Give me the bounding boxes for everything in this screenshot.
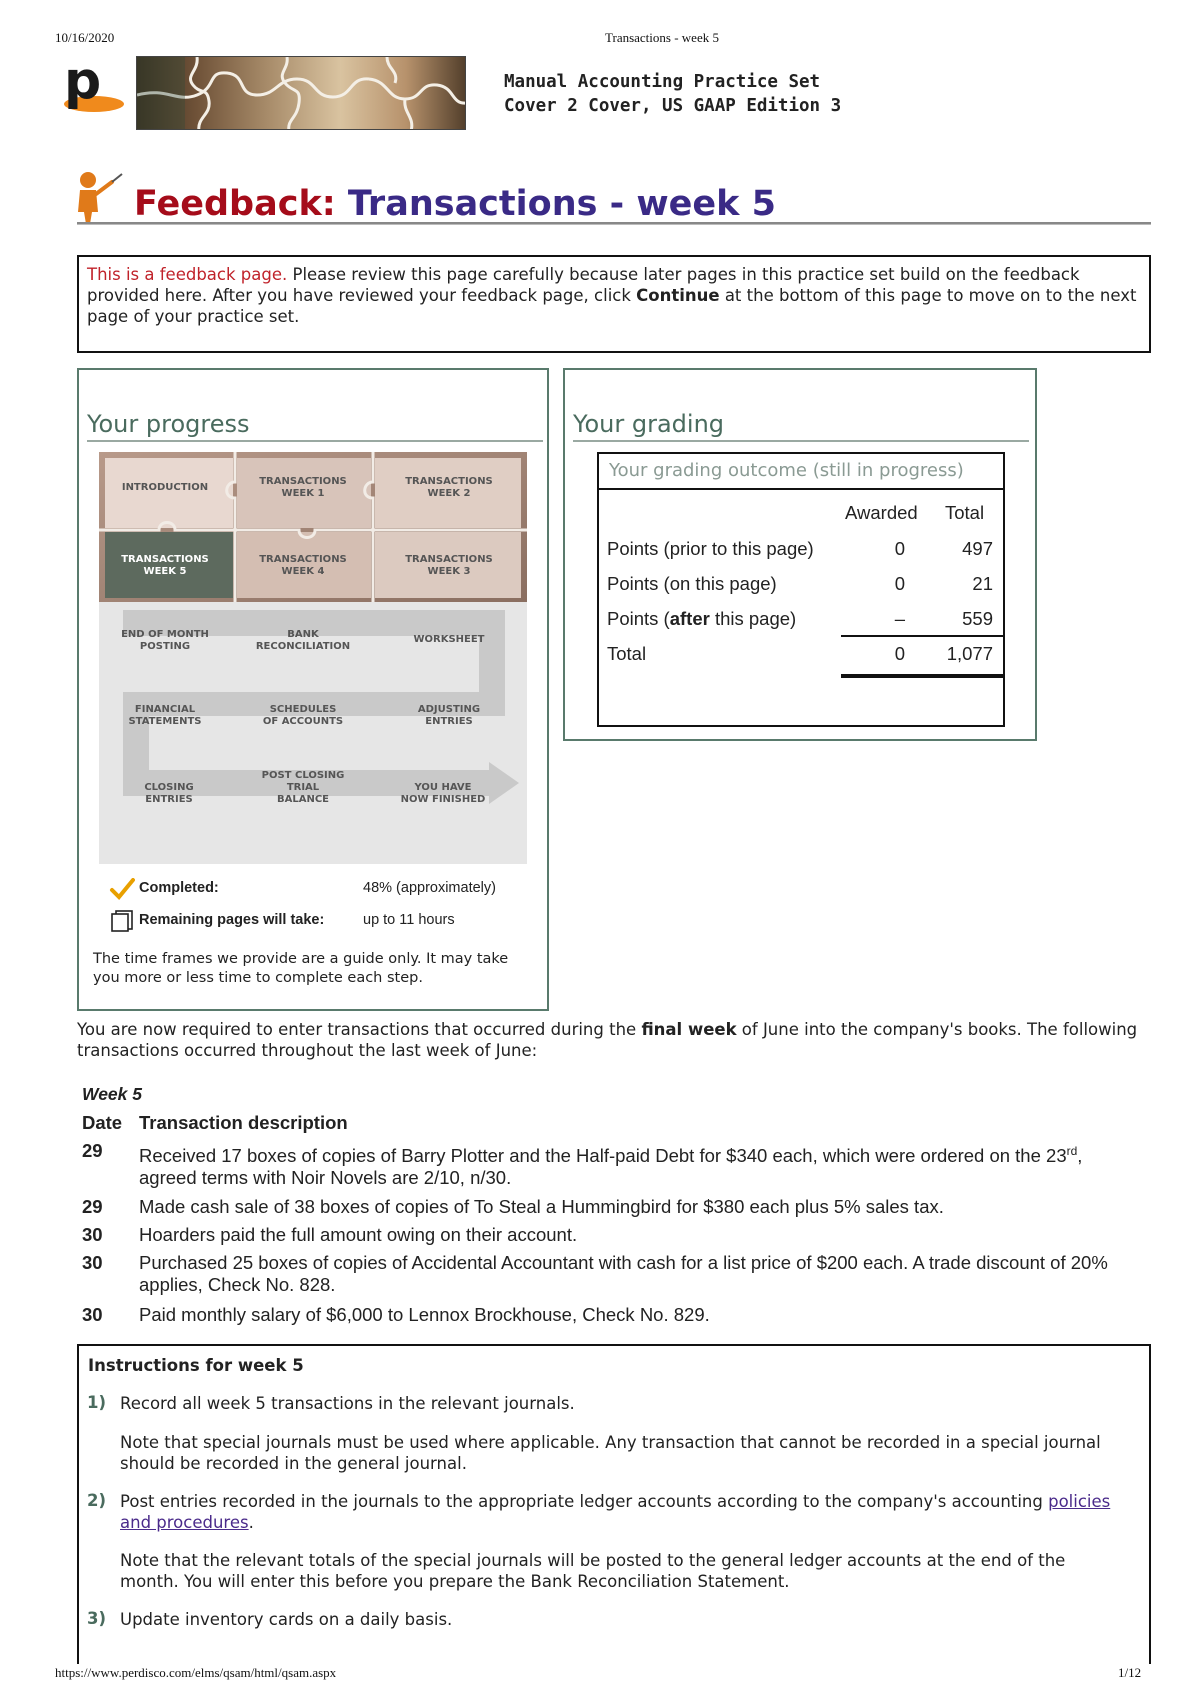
map-w3a: TRANSACTIONS [405,554,493,565]
map-w4b: WEEK 4 [281,566,325,577]
transaction-date: 30 [82,1304,103,1325]
step-note: Note that the relevant totals of the special journals will be posted to the general ledger accounts at the end of the month. You will enter this before you prepare the Bank Reconciliation Statement. [120,1551,1066,1591]
product-line2: Cover 2 Cover, US GAAP Edition 3 [504,96,842,116]
step-note: Note that special journals must be used where applicable. Any transaction that cannot be recorded in a special journal should be recorded in the general journal. [120,1433,1101,1473]
progress-note: The time frames we provide are a guide only. It may take you more or less time to complete each step. [93,951,509,986]
completed-label: Completed: [139,880,219,896]
step-text: Record all week 5 transactions in the relevant journals. [120,1394,575,1413]
transaction-date: 30 [82,1224,103,1245]
total-double-rule [841,674,1003,678]
title-divider [77,222,1151,225]
map-w4a: TRANSACTIONS [259,554,347,565]
map-fin-a: YOU HAVE [414,782,472,793]
map-fin1: FINANCIAL [134,704,196,715]
remaining-label: Remaining pages will take: [139,912,325,928]
map-w2a: TRANSACTIONS [405,476,493,487]
map-worksheet: WORKSHEET [413,634,485,645]
presenter-figure-icon [72,168,124,224]
map-clo2: ENTRIES [145,794,193,805]
map-w1a: TRANSACTIONS [259,476,347,487]
intro-paragraph: You are now required to enter transactions that occurred during the final week of June into the company's books. The following transactions occurred throughout the last week of June: [77,1020,1138,1060]
map-pct2: TRIAL [286,782,320,793]
grade-total-awarded: 0 [894,643,905,664]
feedback-notice [77,255,1151,353]
title-prefix: Feedback: [134,184,336,224]
instructions-box [77,1344,1151,1664]
transaction-date: 30 [82,1252,103,1273]
notice-text2: at the bottom of this page to move on to the next page of your practice set. [87,286,1137,326]
transaction-desc: Made cash sale of 38 boxes of copies of To Steal a Hummingbird for $380 each plus 5% sales tax. [139,1196,944,1217]
subtotal-rule [841,635,1003,637]
map-adj1: ADJUSTING [417,704,481,715]
map-eom1: END OF MONTH [121,629,209,640]
print-doc-title: Transactions - week 5 [605,30,719,45]
step-number: 2) [87,1491,107,1510]
print-date: 10/16/2020 [55,30,115,45]
transaction-desc: Hoarders paid the full amount owing on their account. [139,1224,578,1245]
checkmark-icon [109,878,135,900]
map-w5a: TRANSACTIONS [121,554,209,565]
product-name [504,70,841,118]
col-desc-header: Transaction description [139,1112,348,1133]
product-line1: Manual Accounting Practice Set [504,72,821,92]
print-page-number: 1/12 [1118,1665,1142,1680]
perdisco-logo [60,54,124,118]
map-w1b: WEEK 1 [281,488,325,499]
pages-icon [109,910,135,932]
completed-row [109,878,529,900]
map-pct1: POST CLOSING [261,770,345,781]
progress-map [99,452,527,864]
grade-row-awarded: – [894,608,905,629]
map-clo1: CLOSING [144,782,194,793]
grading-heading: Your grading [573,410,1029,442]
grade-row-awarded: 0 [894,573,905,594]
step-number: 1) [87,1393,107,1412]
logo-letter: p [64,54,102,111]
remaining-row [109,910,529,932]
transaction-date: 29 [82,1140,103,1161]
map-w5b: WEEK 5 [143,566,187,577]
grade-total-total: 1,077 [946,643,993,664]
grade-row-label: Points (after this page) [607,608,797,629]
map-w3b: WEEK 3 [427,566,471,577]
notice-continue: Continue [636,286,720,305]
map-introduction: INTRODUCTION [121,482,209,493]
title-main: Transactions - week 5 [347,184,776,224]
remaining-value: up to 11 hours [363,912,455,928]
transaction-desc: Paid monthly salary of $6,000 to Lennox Brockhouse, Check No. 829. [139,1304,710,1325]
map-fin-b: NOW FINISHED [400,794,486,805]
instructions-title: Instructions for week 5 [88,1356,304,1375]
week-label: Week 5 [82,1084,142,1104]
notice-lead: This is a feedback page. [87,265,288,284]
step-number: 3) [87,1609,107,1628]
policies-link[interactable]: policies and procedures [120,1492,1111,1532]
grade-row-total: 497 [962,538,993,559]
grade-row-label: Points (prior to this page) [607,538,814,559]
notice-text1: Please review this page carefully because later pages in this practice set build on the feedback provided here. After you have reviewed your feedback page, click [87,265,1080,305]
grade-row-total: 21 [972,573,993,594]
puzzle-banner-image [136,56,466,130]
col-date-header: Date [82,1112,123,1133]
map-adj2: ENTRIES [425,716,473,727]
page-title [134,182,776,226]
grade-row-awarded: 0 [894,538,905,559]
map-sch2: OF ACCOUNTS [262,716,344,727]
grading-panel [563,368,1037,741]
transaction-desc: Received 17 boxes of copies of Barry Plotter and the Half-paid Debt for $340 each, which were ordered on the 23rd, agreed terms with Noir Novels are 2/10, n/30. [139,1144,1083,1189]
col-total: Total [945,502,985,523]
grade-row-total: 559 [962,608,993,629]
progress-heading: Your progress [87,410,543,442]
map-fin2: STATEMENTS [128,716,202,727]
print-url: https://www.perdisco.com/elms/qsam/html/qsam.aspx [55,1665,337,1680]
col-awarded: Awarded [845,502,918,523]
map-eom2: POSTING [139,641,191,652]
transaction-desc: Purchased 25 boxes of copies of Accidental Accountant with cash for a list price of $200 each. A trade discount of 20% applies, Check No. 828. [139,1252,1108,1295]
grading-table-title: Your grading outcome (still in progress) [599,454,1003,490]
grading-table [597,452,1005,727]
step-text: Post entries recorded in the journals to the appropriate ledger accounts according to the company's accounting policies and procedures. [120,1492,1111,1532]
step-text: Update inventory cards on a daily basis. [120,1610,453,1629]
transaction-date: 29 [82,1196,103,1217]
map-pct3: BALANCE [276,794,330,805]
map-bank1: BANK [287,629,319,640]
grade-total-label: Total [607,643,647,664]
map-sch1: SCHEDULES [269,704,337,715]
map-bank2: RECONCILIATION [255,641,351,652]
map-w2b: WEEK 2 [427,488,471,499]
grade-row-label: Points (on this page) [607,573,777,594]
completed-value: 48% (approximately) [363,880,496,896]
progress-panel [77,368,549,1011]
